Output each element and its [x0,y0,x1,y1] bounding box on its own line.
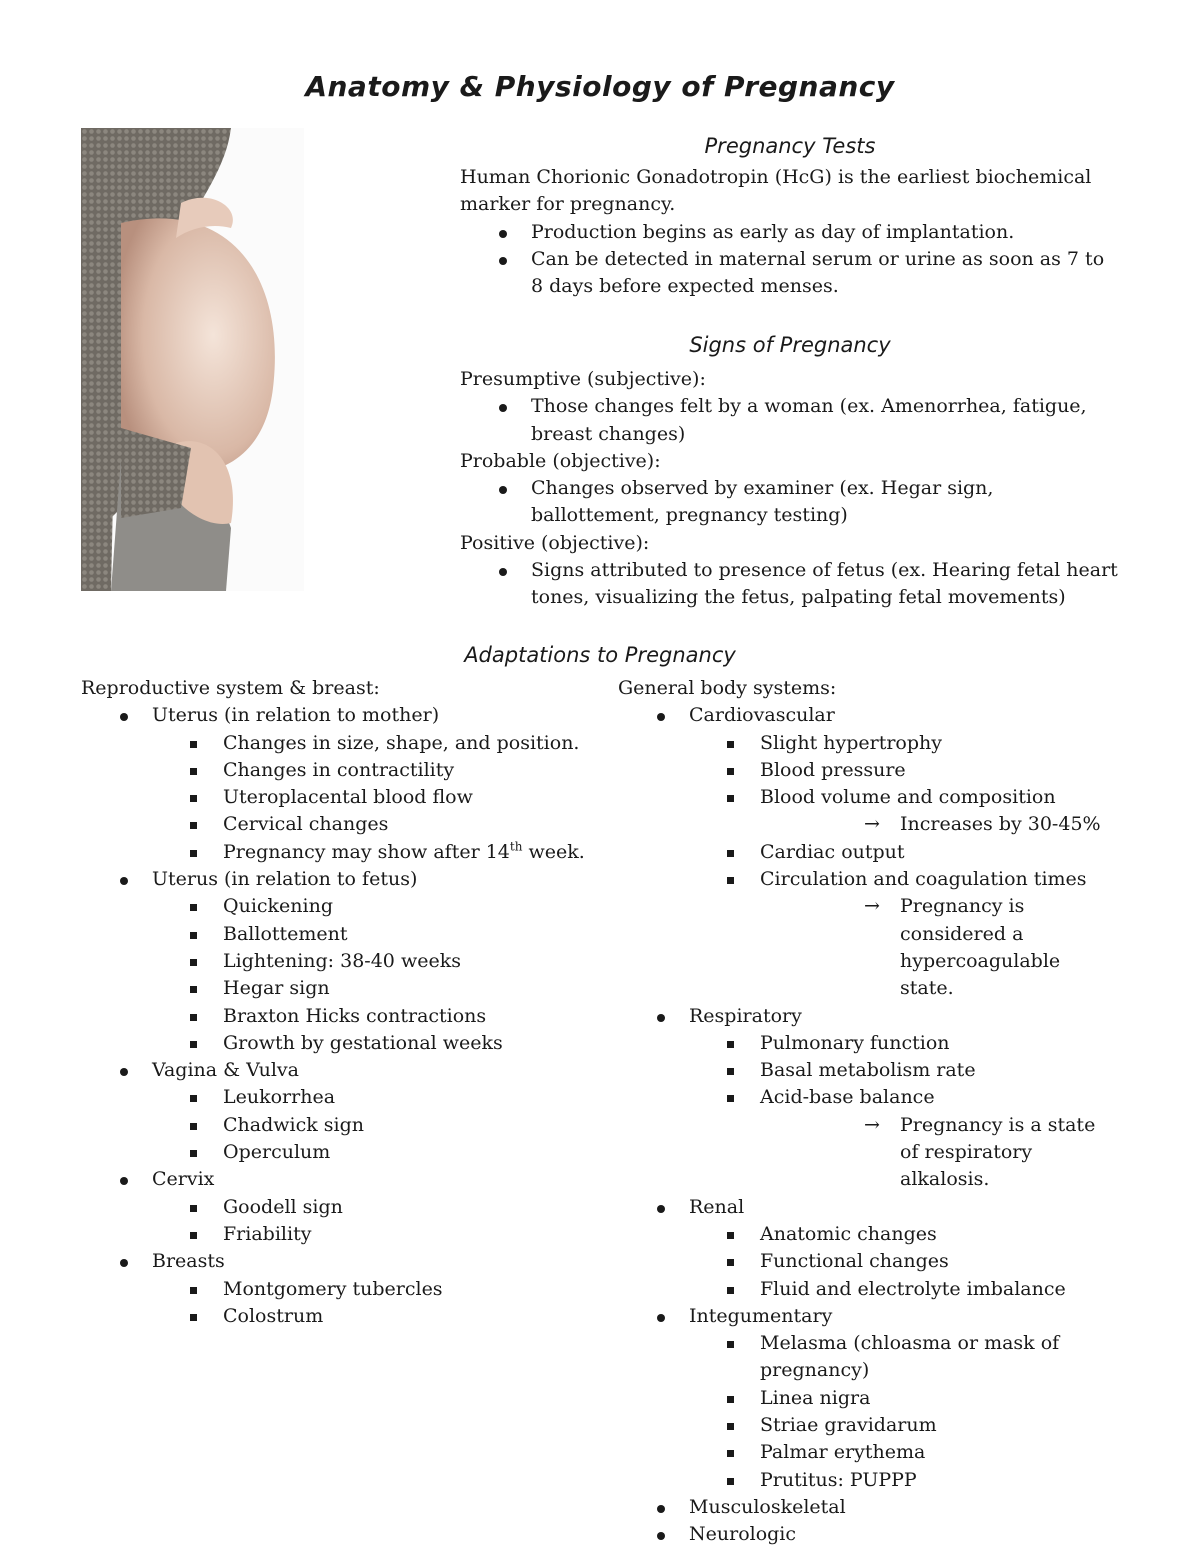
pregnancy-tests-heading: Pregnancy Tests [704,134,876,158]
list-item: Breasts Montgomery tubercles Colostrum [81,1248,601,1330]
list-item: Palmar erythema [689,1439,1118,1466]
list-item: Can be detected in maternal serum or urine as soon as 7 to 8 days before expected menses. [460,246,1120,301]
presumptive-label: Presumptive (subjective): [460,368,706,390]
list-item: Cervical changes [152,811,601,838]
positive-label: Positive (objective): [460,531,650,554]
list-item: Uterus (in relation to fetus) Quickening Ballottement Lightening: 38-40 weeks Hegar sign Braxton Hicks contractions Growth by gestational weeks [81,866,601,1057]
alkalosis-note: → Pregnancy is a state of respiratory alkalosis. [864,1113,1096,1191]
list-item: Cervix Goodell sign Friability [81,1166,601,1248]
reproductive-column [81,675,601,1330]
list-item: Renal Anatomic changes Functional changes Fluid and electrolyte imbalance [618,1194,1118,1303]
list-item: Anatomic changes [689,1221,1118,1248]
signs-section [460,366,1120,612]
list-item: Quickening [152,893,601,920]
list-item: Neurologic [618,1521,1118,1548]
adaptations-heading: Adaptations to Pregnancy [464,643,736,667]
reproductive-label: Reproductive system & breast: [81,677,380,699]
list-item: Vagina & Vulva Leukorrhea Chadwick sign Operculum [81,1057,601,1166]
blood-volume-note: → Increases by 30-45% [760,811,1118,838]
list-item: Chadwick sign [152,1112,601,1139]
list-item: Leukorrhea [152,1084,601,1111]
list-item: Integumentary Melasma (chloasma or mask of pregnancy) Linea nigra Striae gravidarum Palmar erythema Prutitus: PUPPP [618,1303,1118,1494]
list-item: Slight hypertrophy [689,730,1118,757]
coagulation-note: → Pregnancy is considered a hypercoagulable state. [864,895,1061,1000]
list-item: Blood volume and composition → Increases by 30-45% [689,784,1118,839]
general-systems-column [618,675,1118,1549]
list-item: Musculoskeletal [618,1494,1118,1521]
list-item: Changes observed by examiner (ex. Hegar sign, ballottement, pregnancy testing) [460,475,1120,530]
signs-heading: Signs of Pregnancy [689,333,891,357]
list-item: Montgomery tubercles [152,1276,601,1303]
list-item: Friability [152,1221,601,1248]
pregnant-belly-photo [81,128,304,591]
list-item: Melasma (chloasma or mask of pregnancy) [689,1330,1118,1385]
list-item: Circulation and coagulation times → Pregnancy is considered a hypercoagulable state. [689,866,1118,1002]
arrow-right-icon: → [864,1113,880,1136]
list-item: Goodell sign [152,1194,601,1221]
list-item: Cardiovascular Slight hypertrophy Blood pressure Blood volume and composition → Increases by 30-45% Cardiac output Circulation and coagulation times → Pregnancy is considered a hypercoagulable state. [618,702,1118,1002]
list-item: Striae gravidarum [689,1412,1118,1439]
list-item: Production begins as early as day of implantation. [460,219,1120,246]
hcg-intro: Human Chorionic Gonadotropin (HcG) is the earliest biochemical marker for pregnancy. [460,166,1092,216]
list-item: Ballottement [152,921,601,948]
list-item: Lightening: 38-40 weeks [152,948,601,975]
list-item: Changes in size, shape, and position. [152,730,601,757]
list-item: Growth by gestational weeks [152,1030,601,1057]
pregnancy-tests-section [460,164,1120,300]
list-item: Operculum [152,1139,601,1166]
list-item: Pregnancy may show after 14th week. [152,839,601,866]
list-item: Colostrum [152,1303,601,1330]
list-item: Changes in contractility [152,757,601,784]
list-item: Basal metabolism rate [689,1057,1118,1084]
list-item: Fluid and electrolyte imbalance [689,1276,1118,1303]
list-item: Those changes felt by a woman (ex. Amenorrhea, fatigue, breast changes) [460,393,1120,448]
arrow-right-icon: → [864,895,880,918]
list-item: Braxton Hicks contractions [152,1003,601,1030]
list-item: Uterus (in relation to mother) Changes in size, shape, and position. Changes in contractility Uteroplacental blood flow Cervical changes Pregnancy may show after 14th week. [81,702,601,866]
arrow-right-icon: → [864,813,880,836]
list-item: Prutitus: PUPPP [689,1467,1118,1494]
page-title: Anatomy & Physiology of Pregnancy [305,70,895,103]
list-item: Pulmonary function [689,1030,1118,1057]
list-item: Uteroplacental blood flow [152,784,601,811]
list-item: Linea nigra [689,1385,1118,1412]
list-item: Acid-base balance → Pregnancy is a state of respiratory alkalosis. [689,1084,1118,1193]
list-item: Functional changes [689,1248,1118,1275]
probable-label: Probable (objective): [460,449,661,472]
list-item: Signs attributed to presence of fetus (ex. Hearing fetal heart tones, visualizing the fetus, palpating fetal movements) [460,557,1120,612]
list-item: Blood pressure [689,757,1118,784]
list-item: Hegar sign [152,975,601,1002]
list-item: Respiratory Pulmonary function Basal metabolism rate Acid-base balance → Pregnancy is a state of respiratory alkalosis. [618,1003,1118,1194]
list-item: Cardiac output [689,839,1118,866]
general-label: General body systems: [618,677,837,699]
